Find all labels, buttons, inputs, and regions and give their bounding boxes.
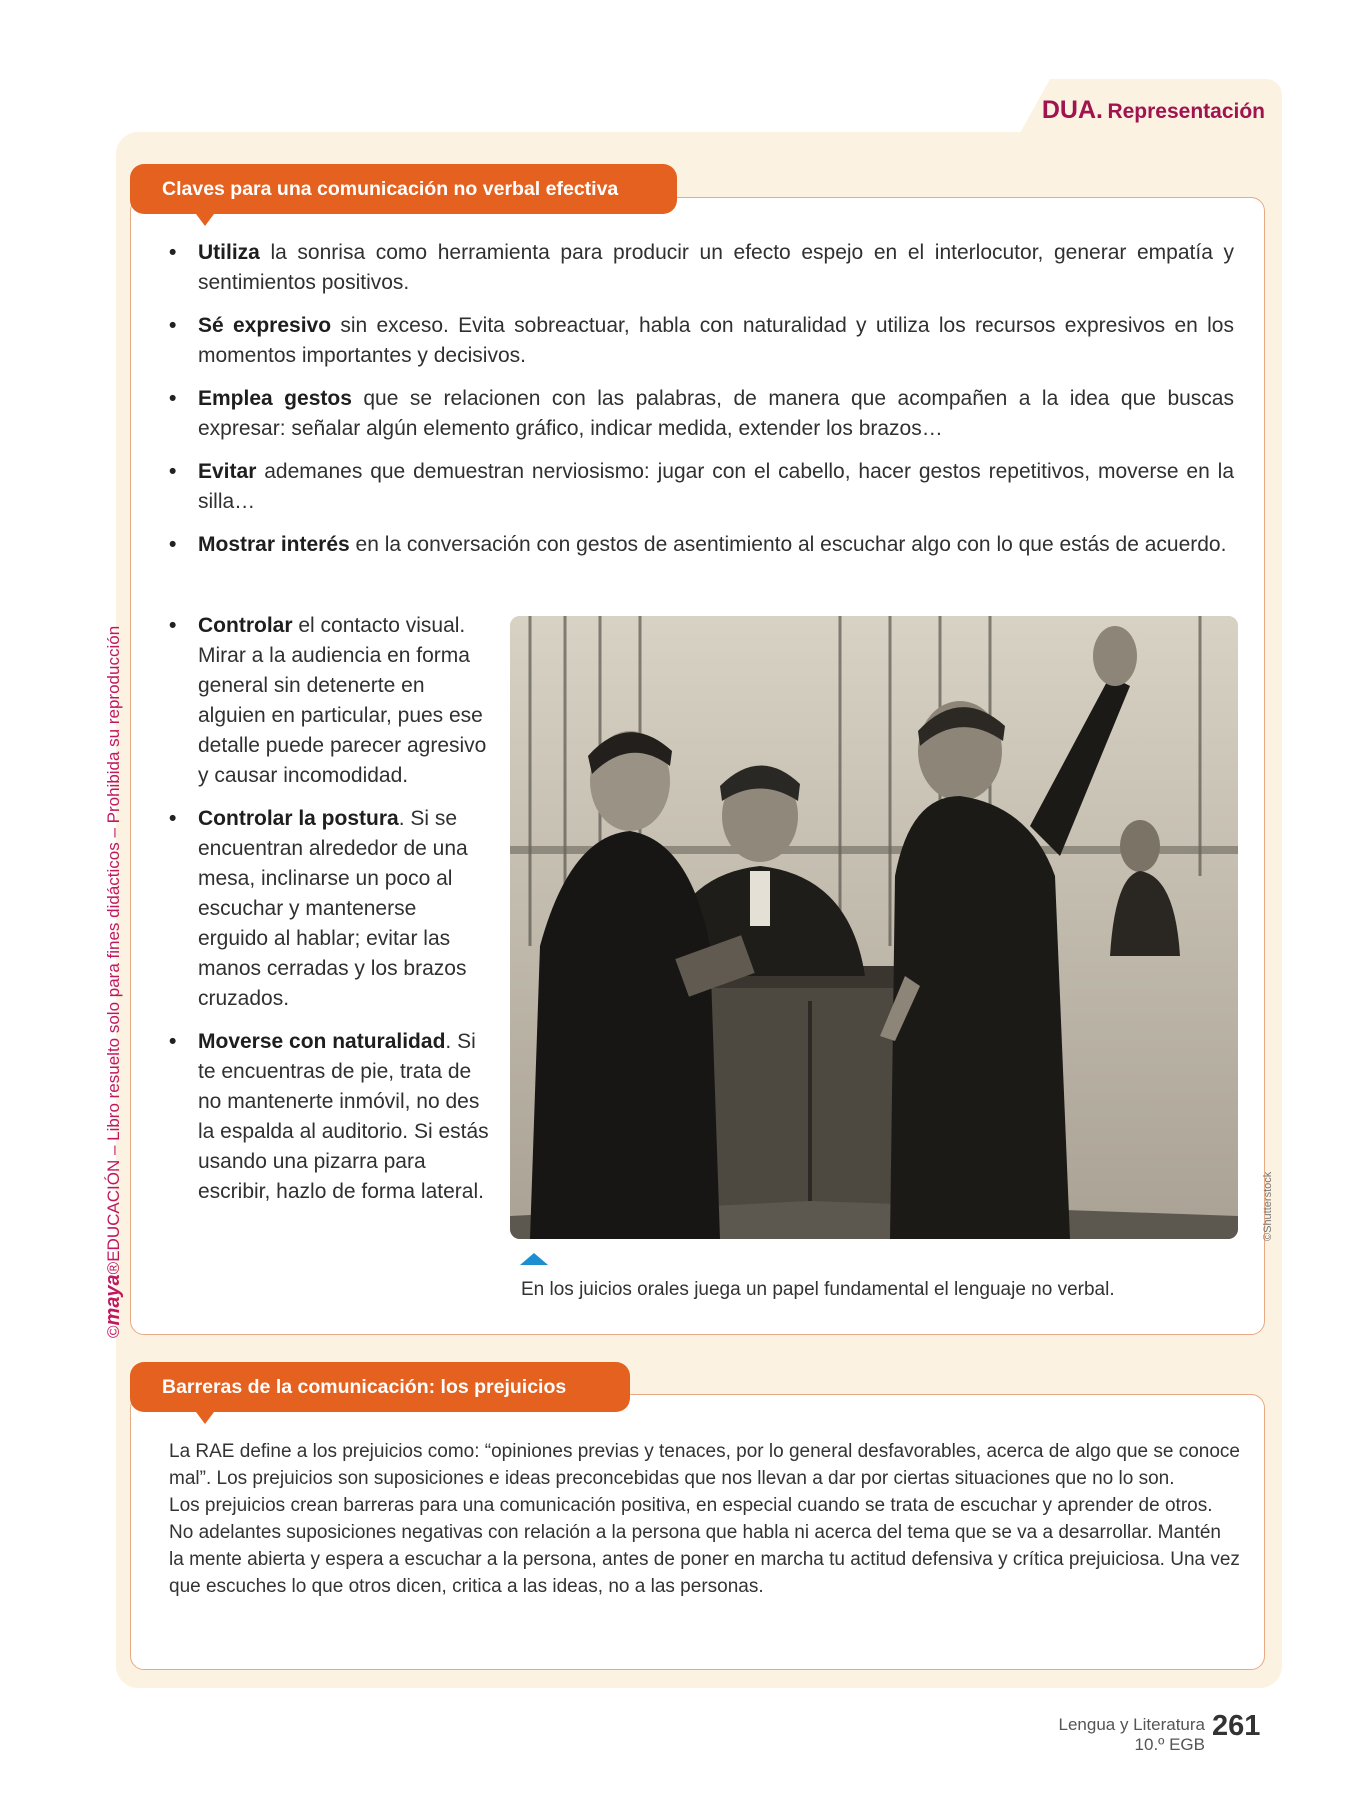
- bullet-item: • Sé expresivo sin exceso. Evita sobreactuar, habla con naturalidad y utiliza los recursos expresivos en los momentos importantes y decisivos.: [169, 311, 1234, 371]
- bullet-item: • Moverse con naturalidad. Si te encuentras de pie, trata de no mantenerte inmóvil, no des la espalda al auditorio. Si estás usando una pizarra para escribir, hazlo de forma lateral.: [169, 1027, 489, 1207]
- bullet-item: • Controlar la postura. Si se encuentran alrededor de una mesa, inclinarse un poco al escuchar y mantenerse erguido al hablar; evitar las manos cerradas y los brazos cruzados.: [169, 804, 489, 1014]
- section-nonverbal-title: Claves para una comunicación no verbal efectiva: [130, 164, 677, 214]
- paragraph: Los prejuicios crean barreras para una comunicación positiva, en especial cuando se trata de escuchar y aprender de otros. No adelantes suposiciones negativas con relación a la persona que habla ni acerca del tema que se va a desarrollar. Mantén la mente abierta y espera a escuchar a la persona, antes de poner en marcha tu actitud defensiva y crítica prejuiciosa. Una vez que escuches lo que otros dicen, critica a las ideas, no a las personas.: [169, 1495, 1240, 1597]
- paragraph: La RAE define a los prejuicios como: “opiniones previas y tenaces, por lo general desfavorables, acerca de algo que se conoce mal”. Los prejuicios son suposiciones e ideas preconcebidas que nos llevan a dar por ciertas situaciones que no lo son.: [169, 1441, 1240, 1489]
- bullet-item: • Emplea gestos que se relacionen con las palabras, de manera que acompañen a la idea que buscas expresar: señalar algún elemento gráfico, indicar medida, extender los brazos…: [169, 384, 1234, 444]
- caption-marker-icon: [520, 1253, 548, 1265]
- dua-type: Representación: [1107, 100, 1265, 123]
- bullet-item: • Controlar el contacto visual. Mirar a la audiencia en forma general sin detenerte en alguien en particular, pues ese detalle puede parecer agresivo y causar incomodidad.: [169, 611, 489, 791]
- prejudice-text: [169, 1438, 1241, 1600]
- image-credit: ©Shutterstock: [1262, 1171, 1274, 1241]
- copyright-side-note: ©maya®EDUCACIÓN – Libro resuelto solo para fines didácticos – Prohibida su reproducción: [102, 625, 124, 1338]
- bullet-list-top: [169, 238, 1234, 573]
- bullet-item: • Mostrar interés en la conversación con gestos de asentimiento al escuchar algo con lo que estás de acuerdo.: [169, 530, 1234, 560]
- bullet-item: • Utiliza la sonrisa como herramienta para producir un efecto espejo en el interlocutor, generar empatía y sentimientos positivos.: [169, 238, 1234, 298]
- page-number: 261: [1212, 1710, 1261, 1742]
- bullet-list-left: [169, 611, 489, 1220]
- courtroom-illustration: [510, 616, 1238, 1239]
- dua-header: [1020, 96, 1265, 125]
- brand-logo-text: maya: [102, 1274, 124, 1326]
- footer-subject: Lengua y Literatura 10.º EGB: [1058, 1715, 1205, 1754]
- section-prejudice-title: Barreras de la comunicación: los prejuicios: [130, 1362, 630, 1412]
- bullet-item: • Evitar ademanes que demuestran nerviosismo: jugar con el cabello, hacer gestos repetitivos, moverse en la silla…: [169, 457, 1234, 517]
- dua-label: DUA.: [1041, 96, 1103, 124]
- image-caption: En los juicios orales juega un papel fundamental el lenguaje no verbal.: [521, 1279, 1115, 1300]
